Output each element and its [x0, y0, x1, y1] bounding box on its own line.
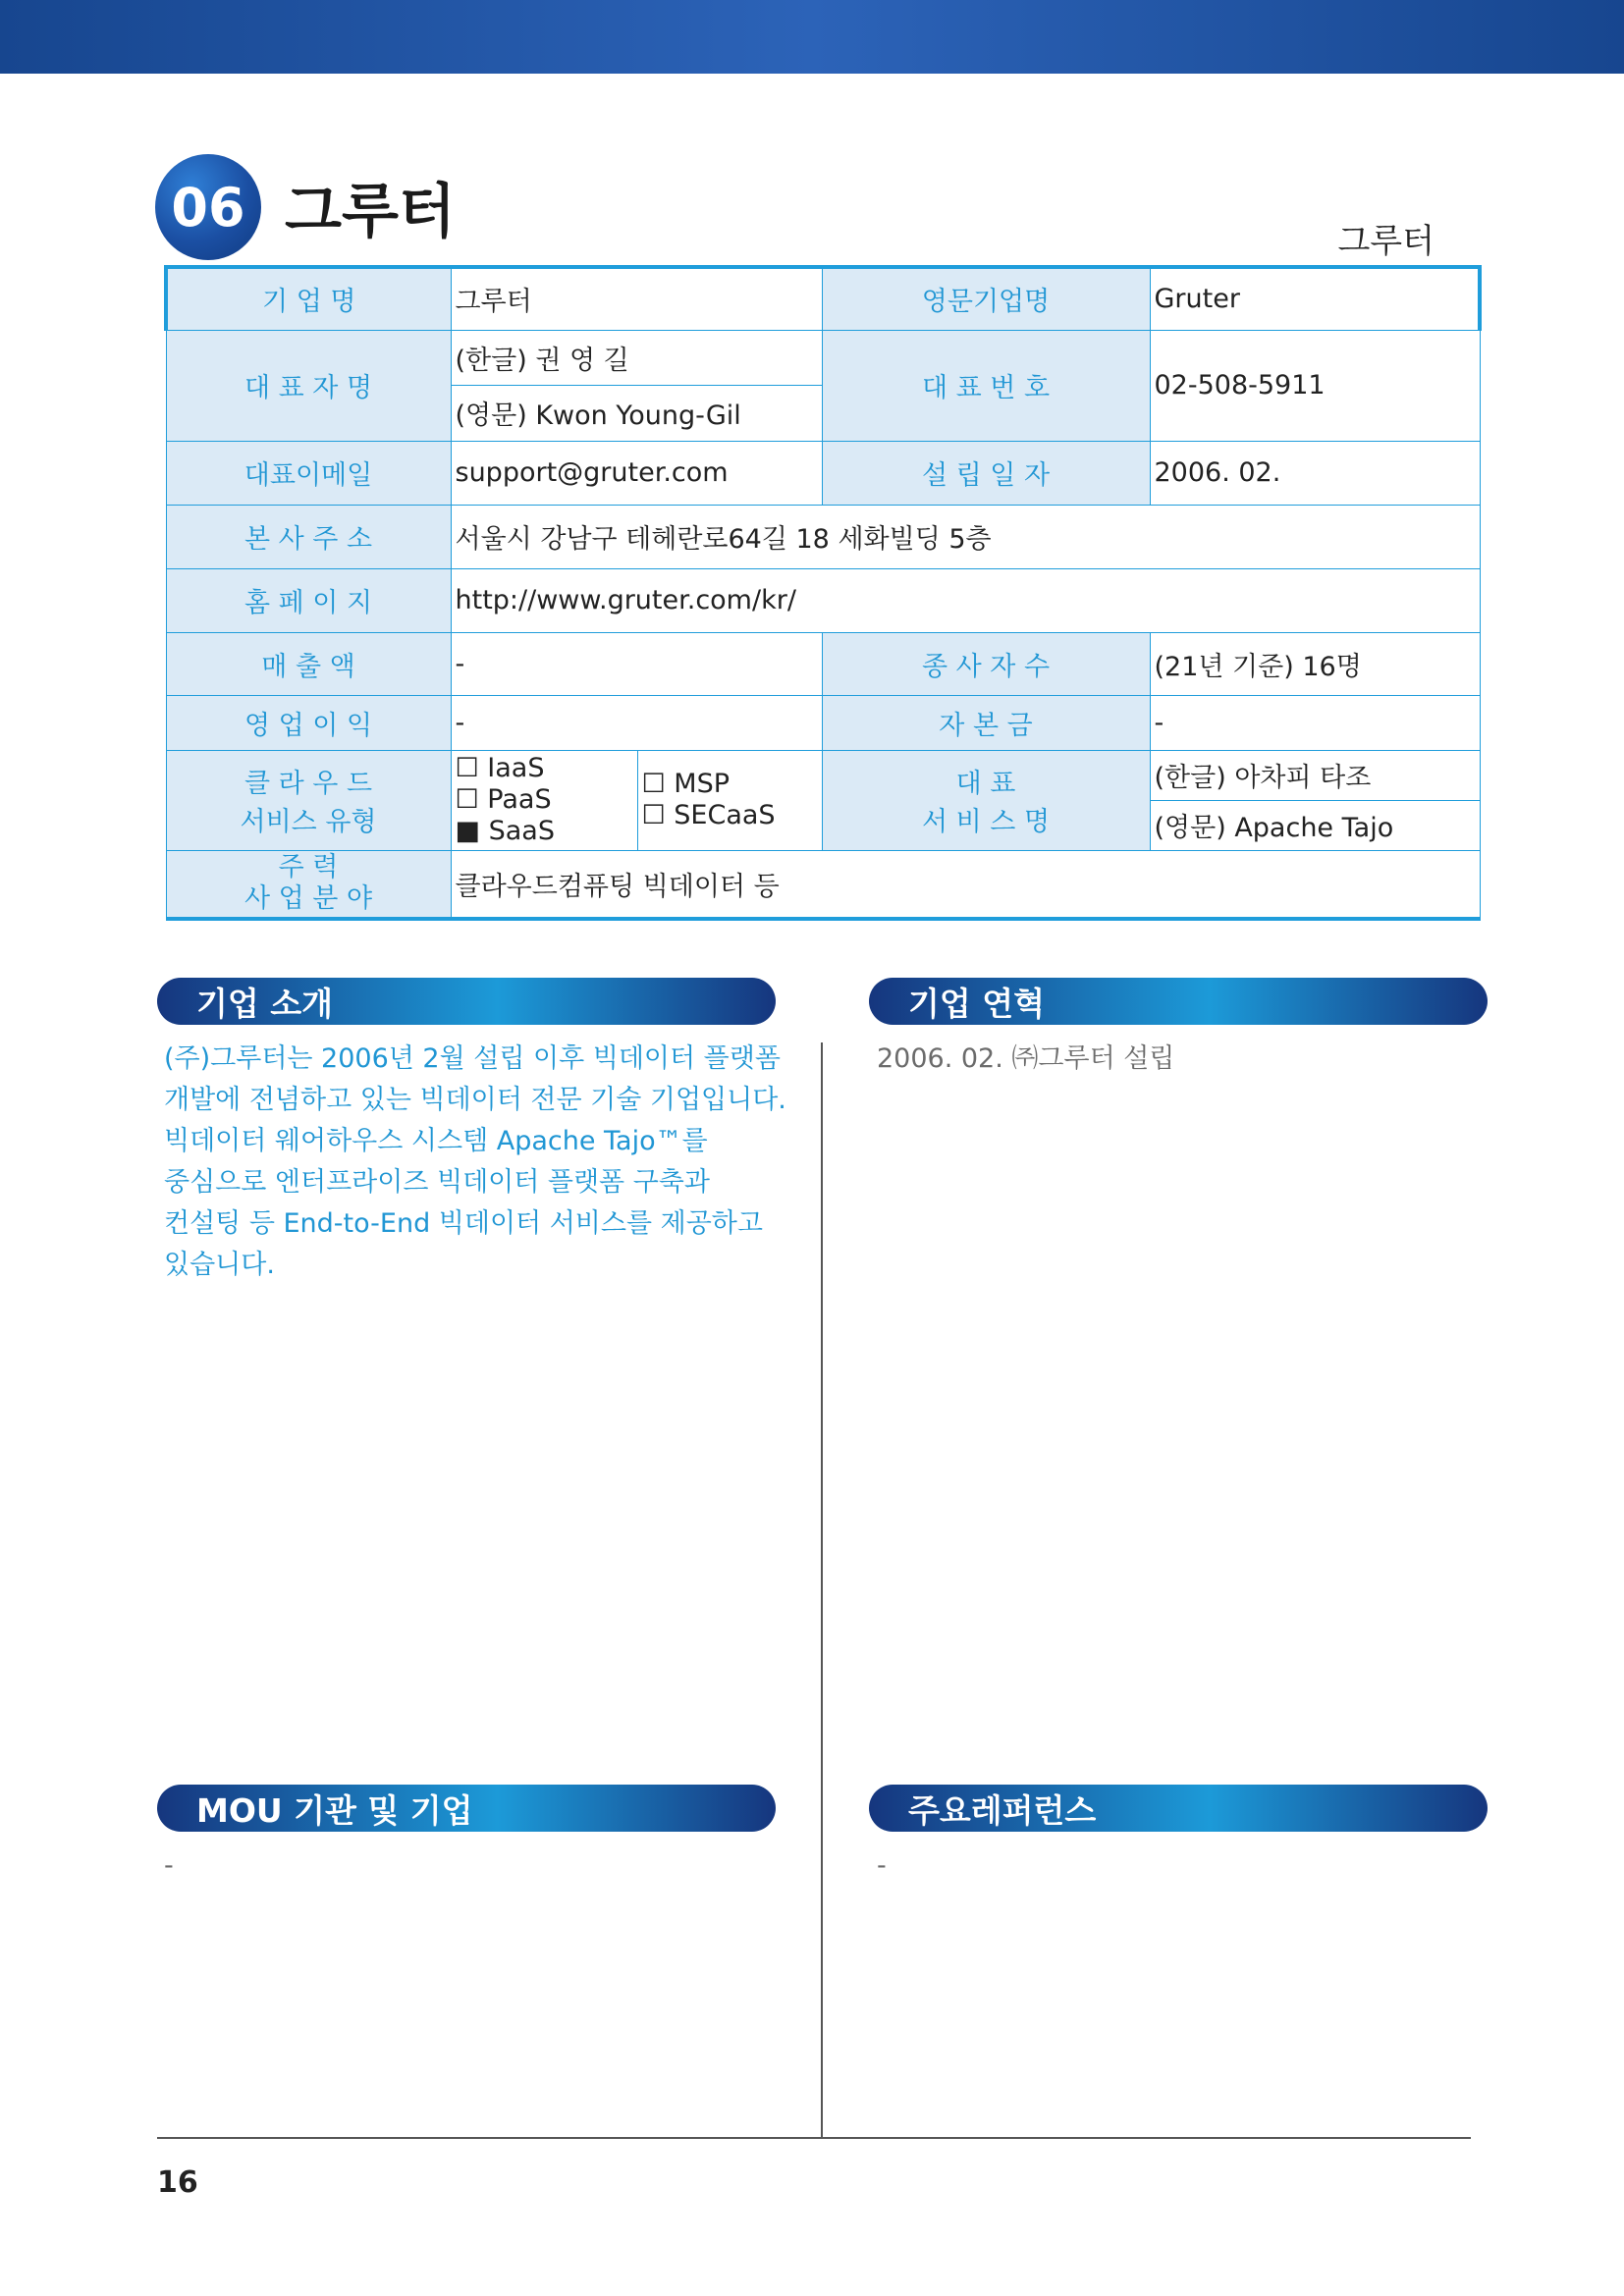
page-title: 그루터: [285, 178, 456, 246]
value-phone: 02-508-5911: [1150, 330, 1480, 441]
intro-line: 빅데이터 웨어하우스 시스템 Apache Tajo™를: [164, 1126, 708, 1156]
value-email: support@gruter.com: [451, 441, 822, 505]
value-homepage: http://www.gruter.com/kr/: [451, 568, 1480, 632]
value-address: 서울시 강남구 테헤란로64길 18 세화빌딩 5층: [451, 505, 1480, 568]
intro-line: (주)그루터는 2006년 2월 설립 이후 빅데이터 플랫폼: [164, 1043, 781, 1074]
label-employees: 종 사 자 수: [822, 632, 1150, 695]
label-business: [166, 850, 451, 919]
label-business-line1: 주 력: [278, 852, 339, 883]
value-ceo-english: (영문) Kwon Young-Gil: [452, 385, 822, 441]
label-cloud-type-line1: 클 라 우 드: [244, 769, 373, 799]
section-number-badge: 06: [155, 154, 261, 260]
value-ceo-korean: (한글) 권 영 길: [455, 345, 629, 376]
history-text: [877, 1039, 1466, 1080]
label-cloud-type: [166, 750, 451, 850]
value-company-name: 그루터: [451, 267, 822, 330]
company-info-table: [164, 265, 1482, 921]
top-banner: [0, 0, 1624, 74]
value-english-name: Gruter: [1150, 267, 1480, 330]
checkbox-iaas: ☐ IaaS: [455, 753, 545, 783]
label-company-name: 기 업 명: [166, 267, 451, 330]
label-cloud-type-line2: 서비스 유형: [240, 807, 377, 837]
value-cloud-types-col2: [637, 750, 822, 850]
value-service-english: (영문) Apache Tajo: [1151, 800, 1480, 850]
value-business: 클라우드컴퓨팅 빅데이터 등: [451, 850, 1480, 919]
label-profit: 영 업 이 익: [166, 695, 451, 750]
value-sales: -: [451, 632, 822, 695]
section-header-intro: 기업 소개: [157, 978, 776, 1025]
label-ceo: 대 표 자 명: [166, 330, 451, 441]
label-phone: 대 표 번 호: [822, 330, 1150, 441]
label-service-name-line1: 대 표: [955, 769, 1016, 799]
value-capital: -: [1150, 695, 1480, 750]
history-line: 2006. 02. ㈜그루터 설립: [877, 1043, 1175, 1074]
value-cloud-types-col1: [451, 750, 637, 850]
value-profit: -: [451, 695, 822, 750]
value-employees: (21년 기준) 16명: [1150, 632, 1480, 695]
intro-line: 개발에 전념하고 있는 빅데이터 전문 기술 기업입니다.: [164, 1085, 786, 1115]
section-header-references: 주요레퍼런스: [869, 1785, 1488, 1832]
label-email: 대표이메일: [166, 441, 451, 505]
label-sales: 매 출 액: [166, 632, 451, 695]
intro-line: 있습니다.: [164, 1250, 275, 1280]
label-business-line2: 사 업 분 야: [244, 883, 373, 915]
intro-line: 컨설팅 등 End-to-End 빅데이터 서비스를 제공하고: [164, 1208, 763, 1239]
label-english-name: 영문기업명: [822, 267, 1150, 330]
section-header-mou: MOU 기관 및 기업: [157, 1785, 776, 1832]
checkbox-msp: ☐ MSP: [641, 769, 731, 799]
checkbox-saas: ■ SaaS: [455, 816, 555, 846]
mou-text: -: [164, 1850, 174, 1881]
value-ceo: [451, 330, 822, 441]
label-service-name: [822, 750, 1150, 850]
value-service-korean: (한글) 아차피 타조: [1154, 763, 1372, 793]
label-homepage: 홈 페 이 지: [166, 568, 451, 632]
section-header-history: 기업 연혁: [869, 978, 1488, 1025]
label-capital: 자 본 금: [822, 695, 1150, 750]
page-number: 16: [157, 2165, 198, 2200]
column-divider: [821, 1042, 823, 2138]
value-founded: 2006. 02.: [1150, 441, 1480, 505]
label-service-name-line2: 서 비 스 명: [921, 807, 1051, 837]
reference-text: -: [877, 1850, 887, 1881]
company-logo-text: 그루터: [1337, 222, 1435, 261]
intro-text: [164, 1039, 792, 1286]
value-service-name: [1150, 750, 1480, 850]
label-address: 본 사 주 소: [166, 505, 451, 568]
checkbox-paas: ☐ PaaS: [455, 784, 552, 815]
checkbox-secaas: ☐ SECaaS: [641, 800, 776, 830]
footer-divider: [157, 2137, 1471, 2139]
intro-line: 중심으로 엔터프라이즈 빅데이터 플랫폼 구축과: [164, 1167, 710, 1198]
label-founded: 설 립 일 자: [822, 441, 1150, 505]
